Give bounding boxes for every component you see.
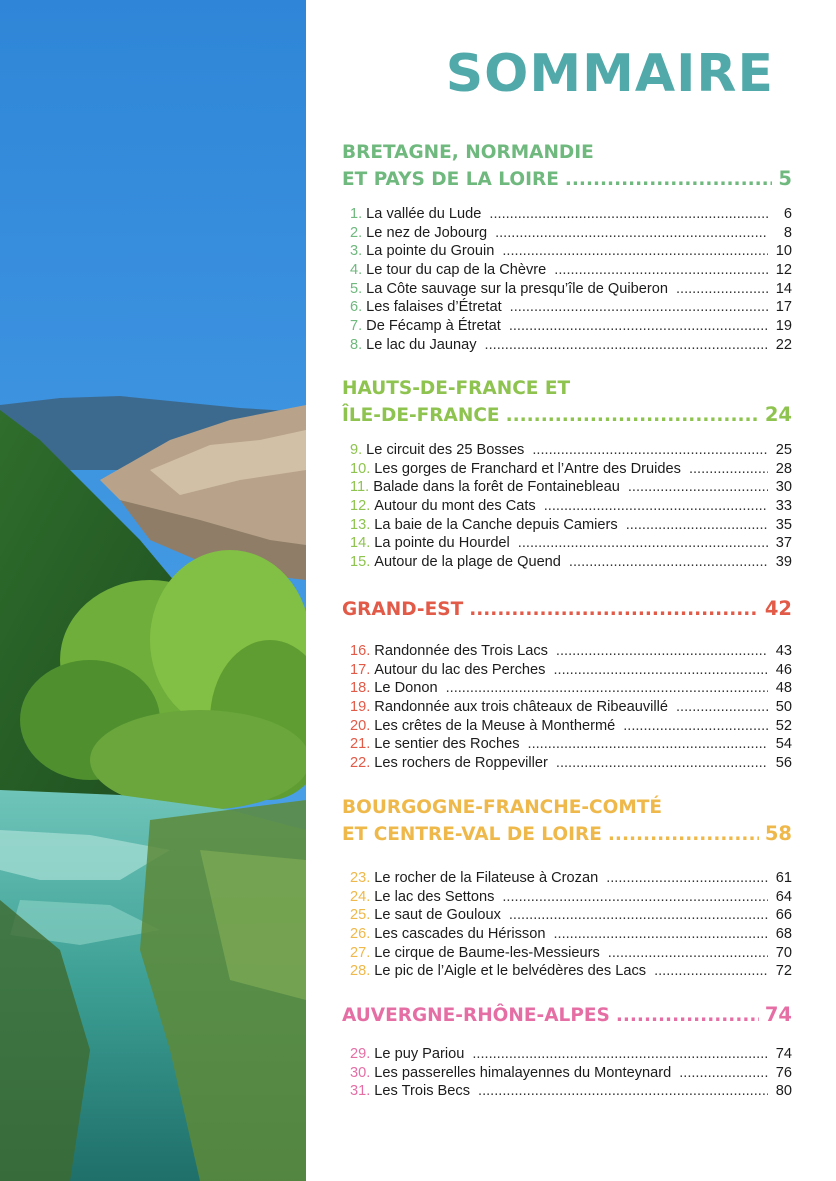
entry-list <box>342 1046 792 1102</box>
entry-number: 17. <box>350 661 371 678</box>
toc-entry[interactable] <box>342 907 792 926</box>
toc-entry[interactable] <box>342 643 792 662</box>
leader-dots <box>569 554 768 570</box>
entry-page: 14 <box>775 280 792 297</box>
entry-title: Autour du lac des Perches <box>374 661 546 678</box>
landscape-photo <box>0 0 306 1181</box>
section-page-number: 24 <box>764 403 792 426</box>
leader-dots <box>509 907 768 923</box>
section-heading[interactable] <box>342 140 792 193</box>
section-heading-line1: AUVERGNE-RHÔNE-ALPES <box>342 1005 610 1026</box>
leader-dots <box>608 945 768 961</box>
leader-dots <box>679 1065 768 1081</box>
toc-entry[interactable] <box>342 680 792 699</box>
entry-page: 8 <box>783 224 792 241</box>
section-heading-line1: HAUTS-DE-FRANCE ET <box>342 378 571 399</box>
entry-number: 16. <box>350 643 371 659</box>
toc-entry[interactable] <box>342 926 792 945</box>
entry-page: 66 <box>775 907 792 924</box>
toc-entry[interactable] <box>342 206 792 225</box>
leader-dots <box>556 755 768 771</box>
entry-page: 39 <box>775 554 792 571</box>
entry-number: 2. <box>350 224 363 241</box>
entry-number: 29. <box>350 1046 371 1062</box>
entry-title: Le circuit des 25 Bosses <box>366 442 525 458</box>
entry-title: Le puy Pariou <box>374 1046 465 1062</box>
entry-page: 61 <box>775 870 792 886</box>
leader-dots <box>608 822 759 848</box>
entry-page: 28 <box>775 460 792 477</box>
leader-dots <box>528 736 768 752</box>
entry-number: 7. <box>350 318 363 335</box>
entry-number: 6. <box>350 299 363 316</box>
entry-page: 72 <box>775 963 792 980</box>
entry-title: Balade dans la forêt de Fontainebleau <box>373 479 620 496</box>
entry-page: 35 <box>775 516 792 533</box>
leader-dots <box>616 1003 759 1029</box>
entry-number: 1. <box>350 206 363 222</box>
entry-number: 23. <box>350 870 371 886</box>
entry-page: 68 <box>775 926 792 943</box>
entry-page: 25 <box>775 442 792 458</box>
entry-page: 43 <box>775 643 792 659</box>
leader-dots <box>478 1083 768 1099</box>
toc-entry[interactable] <box>342 870 792 889</box>
entry-page: 64 <box>775 888 792 905</box>
entry-title: La Côte sauvage sur la presqu’île de Quiberon <box>366 280 668 297</box>
entry-page: 30 <box>775 479 792 496</box>
leader-dots <box>469 597 759 623</box>
section-bretagne <box>342 140 792 356</box>
entry-title: Le Donon <box>374 680 438 697</box>
toc-entry[interactable] <box>342 498 792 517</box>
entry-page: 56 <box>775 755 792 772</box>
entry-page: 10 <box>775 243 792 260</box>
leader-dots <box>510 299 768 315</box>
entry-number: 3. <box>350 243 363 260</box>
toc-entry[interactable] <box>342 281 792 300</box>
entry-number: 5. <box>350 280 363 297</box>
entry-number: 28. <box>350 963 371 980</box>
leader-dots <box>676 699 768 715</box>
entry-list <box>342 870 792 982</box>
entry-title: Le nez de Jobourg <box>366 224 488 241</box>
section-page-number: 58 <box>764 822 792 845</box>
section-heading-line1: BRETAGNE, NORMANDIE <box>342 142 594 163</box>
leader-dots <box>553 926 768 942</box>
section-heading-line2: ET PAYS DE LA LOIRE <box>342 169 559 190</box>
section-grand-est <box>342 596 792 774</box>
toc-entry[interactable] <box>342 461 792 480</box>
section-page-number: 74 <box>764 1003 792 1026</box>
entry-page: 70 <box>775 944 792 961</box>
leader-dots <box>502 889 768 905</box>
entry-title: Le saut de Gouloux <box>374 907 501 924</box>
entry-title: Les falaises d’Étretat <box>366 299 502 316</box>
leader-dots <box>489 206 768 222</box>
entry-page: 80 <box>775 1083 792 1100</box>
entry-page: 52 <box>775 717 792 734</box>
entry-number: 26. <box>350 926 371 943</box>
entry-title: La pointe du Grouin <box>366 243 495 260</box>
toc-entry[interactable] <box>342 662 792 681</box>
entry-title: Le rocher de la Filateuse à Crozan <box>374 870 599 886</box>
toc-entry[interactable] <box>342 337 792 356</box>
section-hauts-de-france <box>342 376 792 573</box>
toc-entry[interactable] <box>342 517 792 536</box>
section-heading-line1: BOURGOGNE-FRANCHE-COMTÉ <box>342 797 663 818</box>
entry-title: Les Trois Becs <box>374 1083 471 1100</box>
section-heading-line2: ÎLE-DE-FRANCE <box>342 405 500 426</box>
page-title: SOMMAIRE <box>445 44 774 104</box>
entry-title: Les rochers de Roppeviller <box>374 755 548 772</box>
leader-dots <box>626 517 768 533</box>
toc-entry[interactable] <box>342 535 792 554</box>
entry-number: 22. <box>350 755 371 772</box>
entry-page: 33 <box>775 498 792 515</box>
entry-page: 46 <box>775 661 792 678</box>
section-page-number: 42 <box>764 597 792 620</box>
section-bourgogne <box>342 795 792 982</box>
entry-number: 30. <box>350 1064 371 1081</box>
entry-number: 27. <box>350 944 371 961</box>
entry-title: Randonnée des Trois Lacs <box>374 643 548 659</box>
leader-dots <box>676 281 768 297</box>
entry-page: 22 <box>775 336 792 353</box>
section-page-number: 5 <box>778 167 792 190</box>
toc-entry[interactable] <box>342 318 792 337</box>
entry-title: Le cirque de Baume-les-Messieurs <box>374 944 600 961</box>
leader-dots <box>554 262 768 278</box>
section-heading-line2: ET CENTRE-VAL DE LOIRE <box>342 824 602 845</box>
entry-title: Les passerelles himalayennes du Monteynard <box>374 1064 672 1081</box>
entry-page: 19 <box>775 318 792 335</box>
entry-number: 11. <box>350 479 370 496</box>
toc-entry[interactable] <box>342 554 792 573</box>
entry-page: 17 <box>775 299 792 316</box>
leader-dots <box>654 963 768 979</box>
toc-entry[interactable] <box>342 225 792 244</box>
section-heading[interactable] <box>342 1002 792 1029</box>
entry-title: La baie de la Canche depuis Camiers <box>374 516 618 533</box>
section-heading[interactable] <box>342 376 792 429</box>
entry-number: 14. <box>350 535 371 552</box>
entry-list <box>342 442 792 573</box>
toc-entry[interactable] <box>342 718 792 737</box>
toc-entry[interactable] <box>342 699 792 718</box>
leader-dots <box>506 403 759 429</box>
entry-title: Autour du mont des Cats <box>374 498 536 515</box>
entry-page: 54 <box>775 736 792 753</box>
toc-entry[interactable] <box>342 1083 792 1102</box>
entry-title: Les crêtes de la Meuse à Monthermé <box>374 717 616 734</box>
leader-dots <box>689 461 768 477</box>
leader-dots <box>606 870 768 886</box>
entry-page: 76 <box>775 1064 792 1081</box>
table-of-contents <box>306 0 836 1181</box>
leader-dots <box>509 318 768 334</box>
leader-dots <box>446 680 768 696</box>
toc-entry[interactable] <box>342 755 792 774</box>
entry-page: 37 <box>775 535 792 552</box>
section-auvergne <box>342 1002 792 1102</box>
toc-entry[interactable] <box>342 736 792 755</box>
toc-entry[interactable] <box>342 299 792 318</box>
leader-dots <box>518 535 768 551</box>
toc-entry[interactable] <box>342 243 792 262</box>
leader-dots <box>623 718 768 734</box>
entry-title: Autour de la plage de Quend <box>374 554 561 571</box>
entry-title: Les cascades du Hérisson <box>374 926 546 943</box>
toc-entry[interactable] <box>342 262 792 281</box>
entry-number: 21. <box>350 736 371 753</box>
entry-number: 15. <box>350 554 371 571</box>
leader-dots <box>485 337 768 353</box>
entry-number: 8. <box>350 336 363 353</box>
entry-list <box>342 643 792 774</box>
entry-number: 18. <box>350 680 371 697</box>
entry-page: 48 <box>775 680 792 697</box>
toc-entry[interactable] <box>342 945 792 964</box>
leader-dots <box>628 479 768 495</box>
leader-dots <box>502 243 768 259</box>
entry-title: Le lac des Settons <box>374 888 495 905</box>
entry-title: La vallée du Lude <box>366 206 482 222</box>
entry-number: 10. <box>350 460 371 477</box>
toc-entry[interactable] <box>342 889 792 908</box>
entry-page: 12 <box>775 262 792 279</box>
entry-number: 4. <box>350 262 363 279</box>
leader-dots <box>556 643 768 659</box>
leader-dots <box>495 225 768 241</box>
section-heading[interactable] <box>342 596 792 623</box>
leader-dots <box>472 1046 768 1062</box>
entry-title: De Fécamp à Étretat <box>366 318 501 335</box>
entry-title: Randonnée aux trois châteaux de Ribeauvillé <box>374 699 668 716</box>
entry-title: Le lac du Jaunay <box>366 336 477 353</box>
entry-page: 50 <box>775 699 792 716</box>
entry-title: Les gorges de Franchard et l’Antre des Druides <box>374 460 681 477</box>
entry-title: Le pic de l’Aigle et le belvédères des Lacs <box>374 963 647 980</box>
entry-page: 74 <box>775 1046 792 1062</box>
entry-number: 13. <box>350 516 371 533</box>
toc-entry[interactable] <box>342 1065 792 1084</box>
entry-number: 31. <box>350 1083 371 1100</box>
leader-dots <box>565 167 773 193</box>
entry-title: Le sentier des Roches <box>374 736 520 753</box>
leader-dots <box>544 498 768 514</box>
entry-number: 9. <box>350 442 363 458</box>
leader-dots <box>553 662 768 678</box>
entry-number: 25. <box>350 907 371 924</box>
entry-number: 19. <box>350 699 371 716</box>
section-heading-line1: GRAND-EST <box>342 599 464 620</box>
section-heading[interactable] <box>342 795 792 848</box>
entry-page: 6 <box>783 206 792 222</box>
toc-entry[interactable] <box>342 1046 792 1065</box>
entry-title: La pointe du Hourdel <box>374 535 510 552</box>
leader-dots <box>532 442 768 458</box>
toc-entry[interactable] <box>342 479 792 498</box>
toc-entry[interactable] <box>342 442 792 461</box>
entry-title: Le tour du cap de la Chèvre <box>366 262 547 279</box>
entry-number: 12. <box>350 498 371 515</box>
entry-list <box>342 206 792 356</box>
entry-number: 24. <box>350 888 371 905</box>
toc-entry[interactable] <box>342 963 792 982</box>
entry-number: 20. <box>350 717 371 734</box>
